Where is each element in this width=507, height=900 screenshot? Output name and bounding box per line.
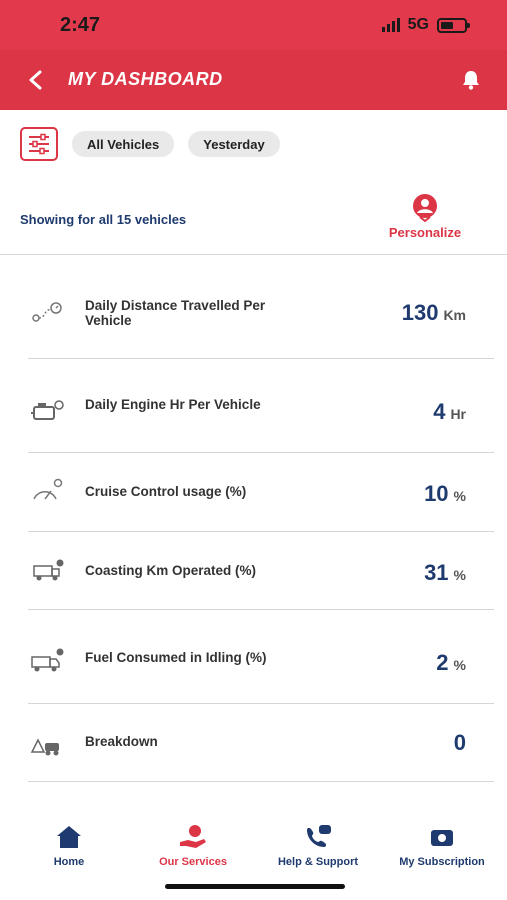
subscription-icon [427, 824, 457, 850]
metric-value [424, 481, 466, 507]
app-header [0, 50, 507, 110]
metric-label: Daily Distance Travelled Per Vehicle [85, 298, 266, 328]
metric-row-engine-hours[interactable] [28, 359, 494, 453]
metric-row-fuel-idling[interactable] [28, 610, 494, 704]
metric-row-distance[interactable] [28, 268, 494, 359]
back-button[interactable] [22, 66, 50, 94]
metric-unit: % [453, 488, 466, 504]
nav-home-label: Home [53, 856, 85, 868]
chevron-left-icon [27, 70, 45, 90]
metric-label: Breakdown [85, 734, 158, 749]
filter-settings-button[interactable] [20, 127, 58, 161]
period-filter-chip[interactable]: Yesterday [188, 131, 279, 157]
nav-our-services[interactable] [150, 824, 236, 868]
notifications-button[interactable] [457, 66, 485, 94]
vehicle-count-text: Showing for all 15 vehicles [20, 212, 187, 227]
metric-row-breakdown[interactable] [28, 704, 494, 782]
metric-label: Daily Engine Hr Per Vehicle [85, 397, 261, 412]
bell-icon [460, 69, 482, 91]
battery-icon [437, 18, 467, 33]
metric-label: Fuel Consumed in Idling (%) [85, 650, 267, 665]
section-divider [0, 254, 507, 255]
metric-row-coasting[interactable] [28, 532, 494, 610]
metric-value [454, 730, 466, 756]
personalize-button[interactable] [375, 193, 475, 240]
metric-unit: Km [443, 307, 466, 323]
network-type: 5G [407, 16, 429, 33]
personalize-label: Personalize [388, 225, 462, 240]
page-title: MY DASHBOARD [68, 69, 223, 89]
nav-support-label: Help & Support [277, 856, 359, 868]
metric-unit: % [453, 567, 466, 583]
status-bar [0, 0, 507, 50]
nav-help-support[interactable] [270, 824, 366, 868]
metric-number: 0 [453, 730, 466, 755]
home-icon [54, 824, 84, 850]
nav-services-label: Our Services [159, 856, 227, 868]
breakdown-icon [28, 730, 68, 760]
support-icon [303, 824, 333, 850]
services-icon [178, 824, 208, 850]
metric-number: 4 [433, 399, 446, 424]
metric-number: 31 [424, 560, 449, 585]
metric-value [402, 300, 466, 326]
metric-label: Coasting Km Operated (%) [85, 563, 257, 578]
home-indicator [165, 884, 345, 889]
metric-number: 130 [401, 300, 439, 325]
metric-label: Cruise Control usage (%) [85, 484, 247, 499]
nav-my-subscription[interactable] [390, 824, 494, 868]
engine-icon [28, 397, 68, 427]
nav-subscription-label: My Subscription [399, 856, 485, 868]
route-icon [28, 298, 68, 328]
metric-unit: Hr [450, 406, 466, 422]
metric-unit: % [453, 657, 466, 673]
vehicles-filter-chip[interactable]: All Vehicles [72, 131, 174, 157]
signal-icon [382, 18, 400, 32]
filter-row [20, 126, 280, 162]
coasting-truck-icon [28, 556, 68, 586]
status-time: 2:47 [60, 14, 101, 36]
metric-value [436, 650, 466, 676]
status-indicators [382, 16, 467, 34]
personalize-icon [407, 193, 443, 223]
sliders-icon [27, 133, 51, 155]
metric-value [433, 399, 466, 425]
metric-number: 10 [424, 481, 449, 506]
metric-value [424, 560, 466, 586]
cruise-control-icon [28, 477, 68, 507]
metric-number: 2 [436, 650, 449, 675]
nav-home[interactable] [40, 824, 98, 868]
metric-row-cruise-control[interactable] [28, 453, 494, 532]
fuel-idling-truck-icon [28, 645, 68, 675]
metrics-list [28, 268, 494, 782]
